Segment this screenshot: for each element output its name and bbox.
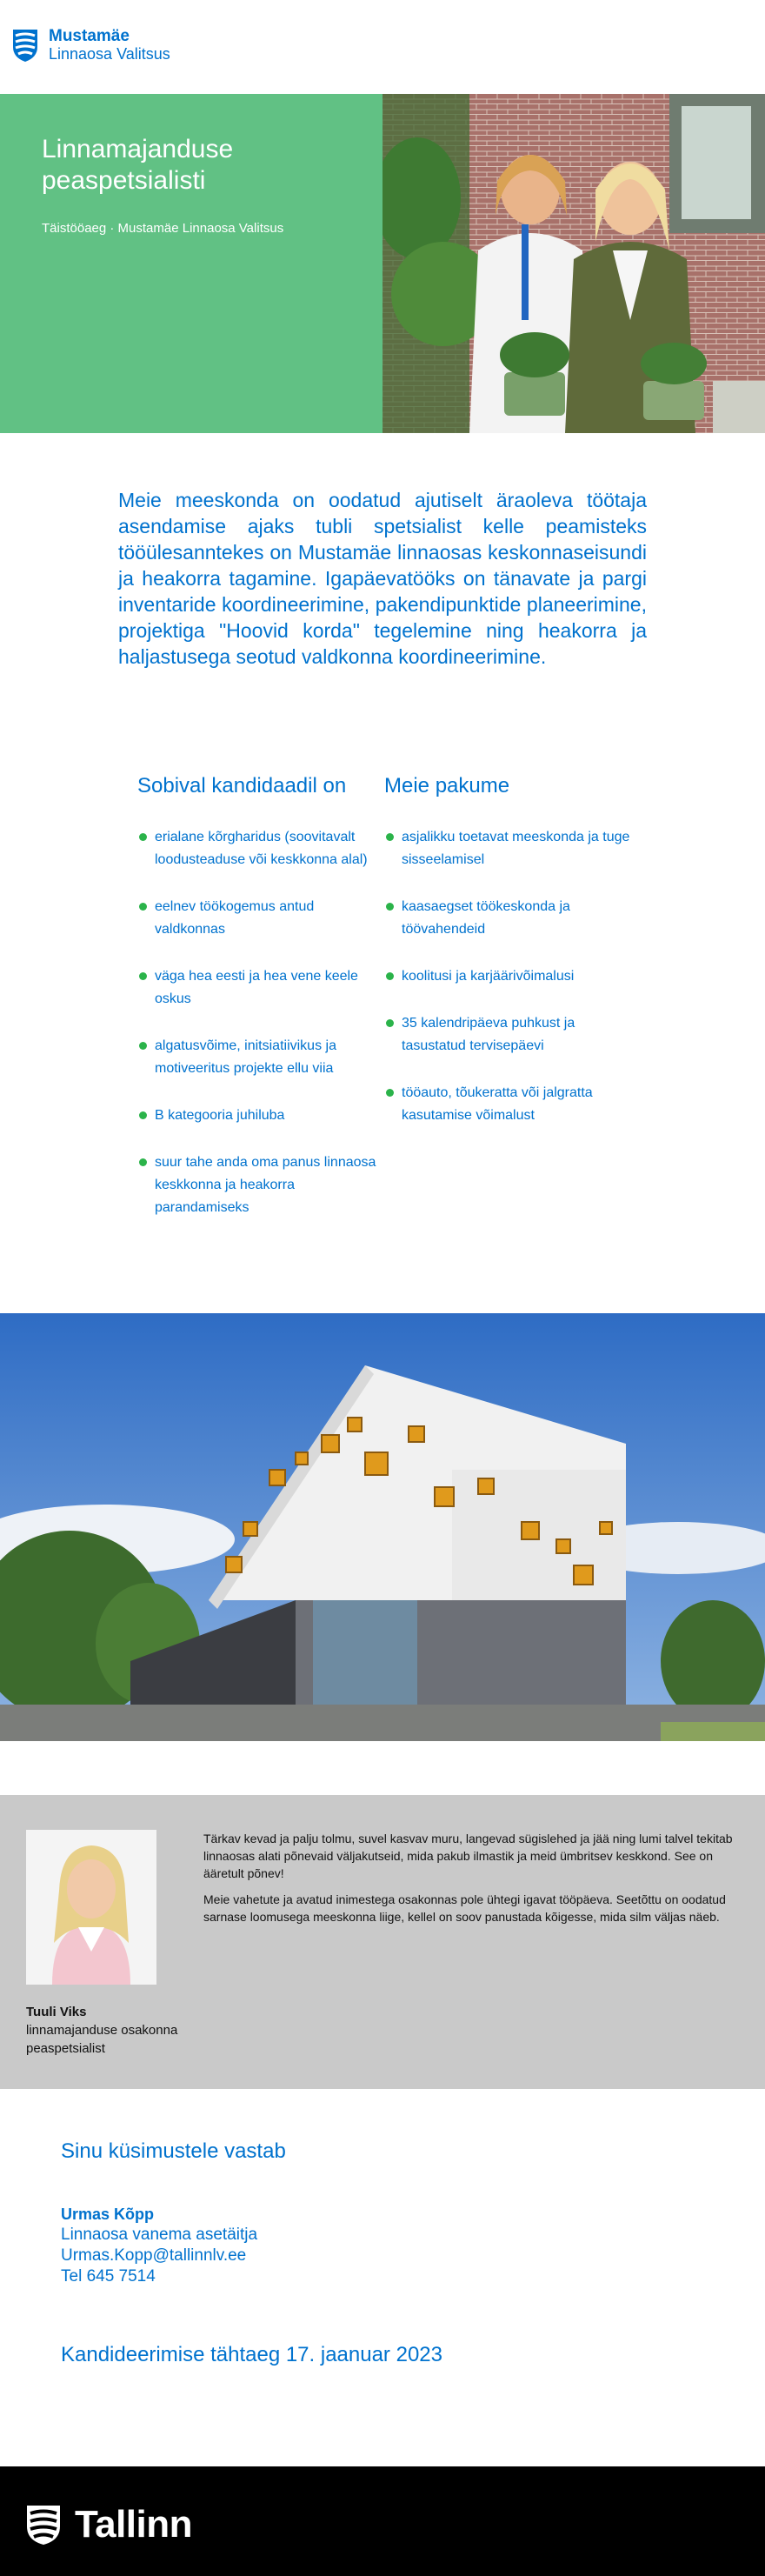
contact-name: Urmas Kõpp xyxy=(61,2206,155,2223)
offer-item: 35 kalendripäeva puhkust ja tasustatud tervisepäevi xyxy=(384,1012,631,1058)
quote-paragraph-1: Tärkav kevad ja palju tolmu, suvel kasvav muru, langevad sügislehed ja jää ning lumi talvel tekitab linnaosas alati põnevaid väljakutseid, mida pakub ilmastik ja meid ümbritsev keskkond. See on ääretult põnev! xyxy=(203,1832,733,1880)
coat-of-arms-icon xyxy=(12,28,38,63)
job-title: Linnamajanduse peaspetsialisti xyxy=(42,135,234,195)
offer-item: asjalikku toetavat meeskonda ja tuge sisseelamisel xyxy=(384,826,631,871)
contact-title: Sinu küsimustele vastab xyxy=(61,2139,286,2163)
logo-line2: Linnaosa Valitsus xyxy=(49,45,170,63)
offer-item: koolitusi ja karjäärivõimalusi xyxy=(384,965,631,988)
hero-banner xyxy=(0,94,765,433)
intro-text: Meie meeskonda on oodatud ajutiselt äraoleva töötaja asendamise ajaks tubli spetsialist kelle peamisteks tööülesanntekes on Mustamäe linnaosas keskonnaseisundi ja heakorra tagamine. Igapäevatööks on tänavate ja pargi inventaride koordineerimine, pakendipunktide planeerimine, projektiga "Hoovid korda" tegelemine ning heakorra ja haljastusega seotud valdkonna koordineerimine. xyxy=(118,489,647,668)
testimonial-quote xyxy=(203,1830,742,1934)
header xyxy=(0,0,765,94)
logo-text xyxy=(49,28,170,63)
requirements-title: Sobival kandidaadil on xyxy=(137,774,347,797)
portrait-illustration xyxy=(26,1830,156,1985)
intro-section xyxy=(0,433,765,710)
contact-phone[interactable]: Tel 645 7514 xyxy=(61,2267,156,2286)
requirement-item: suur tahe anda oma panus linnaosa keskkonna ja heakorra parandamiseks xyxy=(137,1151,384,1219)
job-subtitle: Täistööaeg · Mustamäe Linnaosa Valitsus xyxy=(42,221,284,236)
mustamae-logo[interactable] xyxy=(12,28,170,63)
building-photo xyxy=(0,1313,765,1741)
contact-position: Linnaosa vanema asetäitja xyxy=(61,2226,258,2244)
application-deadline: Kandideerimise tähtaeg 17. jaanuar 2023 xyxy=(61,2343,442,2366)
requirements-list xyxy=(137,826,384,1219)
offer-title: Meie pakume xyxy=(384,774,510,797)
hero-photo-illustration xyxy=(382,94,765,433)
building-illustration xyxy=(0,1313,765,1741)
logo-line1: Mustamäe xyxy=(49,27,130,45)
person-name: Tuuli Viks xyxy=(26,2005,87,2019)
tallinn-logo[interactable] xyxy=(26,2503,192,2546)
contact-email-link[interactable]: Urmas.Kopp@tallinnlv.ee xyxy=(61,2246,247,2265)
footer-logo-text: Tallinn xyxy=(75,2503,193,2546)
person-role: linnamajanduse osakonna peaspetsialist xyxy=(26,2023,178,2056)
requirement-item: algatusvõime, initsiatiivikus ja motiveeritus projekte ellu viia xyxy=(137,1035,384,1080)
contact-section xyxy=(61,2139,669,2287)
requirement-item: B kategooria juhiluba xyxy=(137,1104,384,1127)
quote-paragraph-2: Meie vahetute ja avatud inimestega osakonnas pole ühtegi igavat tööpäeva. Seetõttu on oodatud sarnase loomusega meeskonna liige, kellel on soov panustada kõigesse, mida silm väljas näeb. xyxy=(203,1892,726,1924)
requirement-item: erialane kõrgharidus (soovitavalt loodusteaduse või keskkonna alal) xyxy=(137,826,384,871)
offer-list xyxy=(384,826,631,1127)
footer xyxy=(0,2466,765,2576)
hero-photo xyxy=(382,94,765,433)
hero-text-panel xyxy=(0,94,382,433)
testimonial-section xyxy=(0,1795,765,2089)
portrait-photo xyxy=(26,1830,156,1985)
offer-item: tööauto, tõukeratta või jalgratta kasutamise võimalust xyxy=(384,1082,631,1127)
requirement-item: eelnev töökogemus antud valdkonnas xyxy=(137,896,384,941)
requirement-item: väga hea eesti ja hea vene keele oskus xyxy=(137,965,384,1011)
offer-item: kaasaegset töökeskonda ja töövahendeid xyxy=(384,896,631,941)
tallinn-coat-of-arms-icon xyxy=(26,2504,61,2546)
